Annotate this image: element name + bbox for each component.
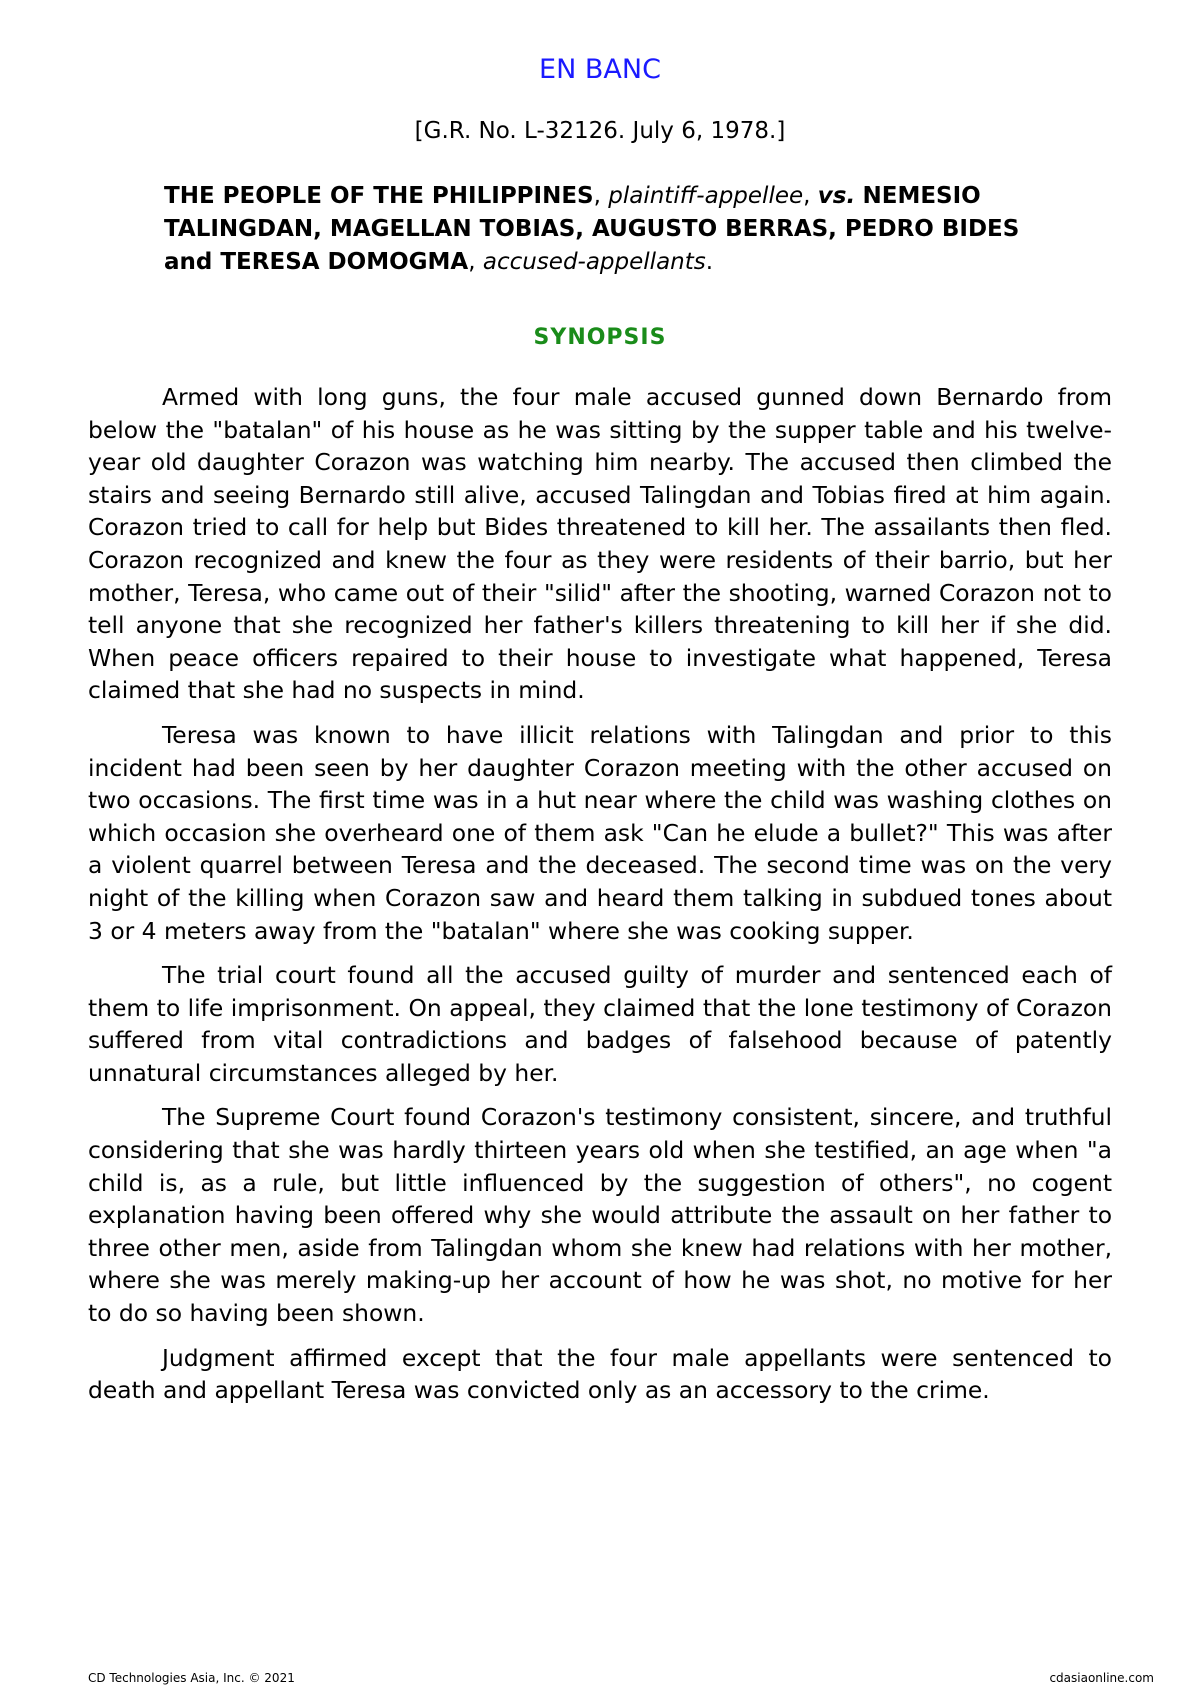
synopsis-paragraph: The Supreme Court found Corazon's testimony consistent, sincere, and truthful considering that she was hardly thirteen years old when she testified, an age when "a child is, as a rule, but little influenced by the suggestion of others", no cogent explanation having been offered why she would attribute the assault on her father to three other men, aside from Talingdan whom she knew had relations with her mother, where she was merely making-up her account of how he was shot, no motive for her to do so having been shown. (88, 1103, 1112, 1328)
footer-website: cdasiaonline.com (1049, 1671, 1154, 1685)
synopsis-paragraph: The trial court found all the accused guilty of murder and sentenced each of them to life imprisonment. On appeal, they claimed that the lone testimony of Corazon suffered from vital contradictions and badges of falsehood because of patently unnatural circumstances alleged by her. (88, 961, 1112, 1087)
synopsis-paragraph: Teresa was known to have illicit relations with Talingdan and prior to this incident had been seen by her daughter Corazon meeting with the other accused on two occasions. The first time was in a hut near where the child was washing clothes on which occasion she overheard one of them ask "Can he elude a bullet?" This was after a violent quarrel between Teresa and the deceased. The second time was on the very night of the killing when Corazon saw and heard them talking in subdued tones about 3 or 4 meters away from the "batalan" where she was cooking supper. (88, 720, 1112, 945)
synopsis-body (88, 381, 1112, 1407)
court-division-heading: EN BANC (539, 54, 661, 85)
case-parties: THE PEOPLE OF THE PHILIPPINES, plaintiff-appellee, vs. NEMESIO TALINGDAN, MAGELLAN TOBIAS, AUGUSTO BERRAS, PEDRO BIDES and TERESA DOMOGMA, accused-appellants. (164, 183, 1020, 275)
versus-label: vs. (817, 183, 856, 209)
case-number: [G.R. No. L-32126. July 6, 1978.] (414, 118, 786, 144)
plaintiff-role: plaintiff-appellee (608, 183, 804, 209)
document-page (88, 50, 1112, 1419)
synopsis-heading: SYNOPSIS (533, 325, 667, 350)
synopsis-paragraph: Armed with long guns, the four male accused gunned down Bernardo from below the "batalan" of his house as he was sitting by the supper table and his twelve-year old daughter Corazon was watching him nearby. The accused then climbed the stairs and seeing Bernardo still alive, accused Talingdan and Tobias fired at him again. Corazon tried to call for help but Bides threatened to kill her. The assailants then fled. Corazon recognized and knew the four as they were residents of their barrio, but her mother, Teresa, who came out of their "silid" after the shooting, warned Corazon not to tell anyone that she recognized her father's killers threatening to kill her if she did. When peace officers repaired to their house to investigate what happened, Teresa claimed that she had no suspects in mind. (88, 383, 1112, 705)
defendant-role: accused-appellants (482, 249, 706, 275)
footer-copyright: CD Technologies Asia, Inc. © 2021 (88, 1671, 295, 1685)
defendant-names: NEMESIO TALINGDAN, MAGELLAN TOBIAS, AUGUSTO BERRAS, PEDRO BIDES and TERESA DOMOGMA (164, 183, 1020, 275)
synopsis-paragraph: Judgment affirmed except that the four male appellants were sentenced to death and appellant Teresa was convicted only as an accessory to the crime. (88, 1343, 1112, 1405)
plaintiff-name: THE PEOPLE OF THE PHILIPPINES (164, 183, 594, 209)
